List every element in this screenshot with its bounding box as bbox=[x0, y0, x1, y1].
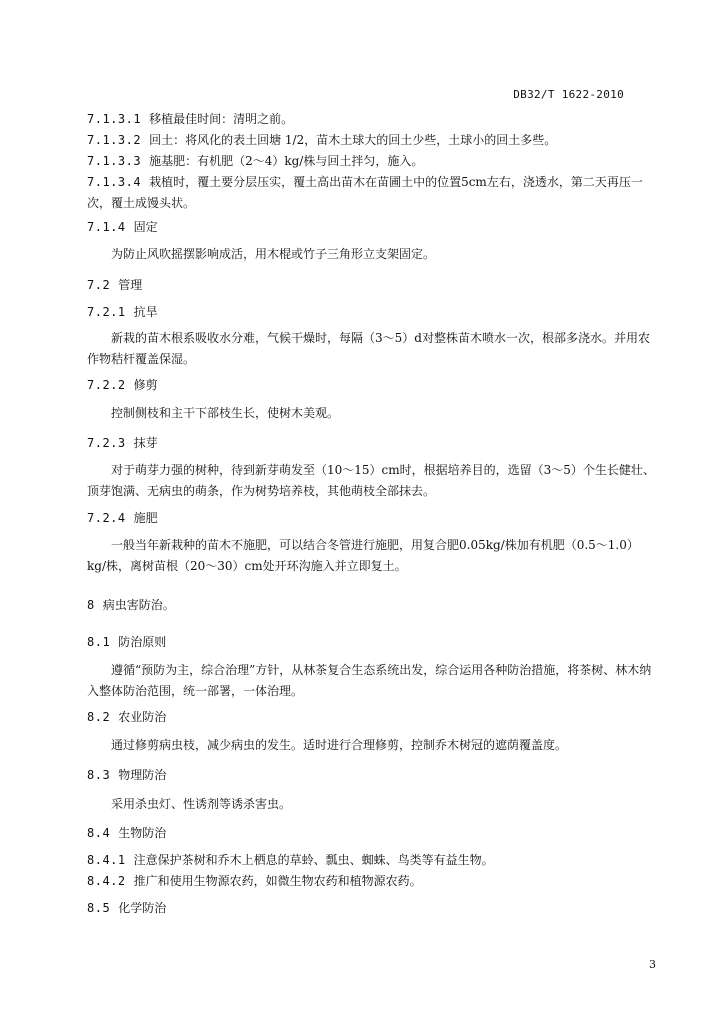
paragraph: 控制侧枝和主干下部枝生长，使树木美观。 bbox=[111, 406, 340, 420]
heading-7-1-4 bbox=[87, 217, 657, 238]
heading-8 bbox=[87, 595, 657, 616]
section-number: 8.2 bbox=[87, 710, 111, 724]
section-number: 8 bbox=[87, 598, 95, 612]
heading-8-5 bbox=[87, 898, 657, 919]
clause-7-1-3-1 bbox=[87, 109, 657, 130]
section-title: 化学防治 bbox=[118, 901, 167, 915]
section-number: 7.1.4 bbox=[87, 220, 126, 234]
heading-8-2 bbox=[87, 707, 657, 728]
heading-8-1 bbox=[87, 632, 657, 653]
section-number: 8.1 bbox=[87, 635, 111, 649]
clause-number: 7.1.3.4 bbox=[87, 175, 142, 189]
heading-8-3 bbox=[87, 765, 657, 786]
clause-number: 8.4.1 bbox=[87, 853, 126, 867]
clause-number: 7.1.3.3 bbox=[87, 154, 142, 168]
heading-7-2-4 bbox=[87, 508, 657, 529]
section-number: 7.2 bbox=[87, 278, 111, 292]
section-title: 病虫害防治。 bbox=[102, 598, 175, 612]
clause-text: 施基肥：有机肥（2～4）kg/株与回土拌匀，施入。 bbox=[149, 154, 424, 168]
clause-number: 7.1.3.1 bbox=[87, 112, 142, 126]
section-title: 物理防治 bbox=[118, 768, 167, 782]
section-number: 7.2.1 bbox=[87, 305, 126, 319]
clause-text: 移植最佳时间：清明之前。 bbox=[149, 112, 294, 126]
section-number: 8.4 bbox=[87, 826, 111, 840]
heading-7-2-1 bbox=[87, 302, 657, 323]
clause-number: 7.1.3.2 bbox=[87, 133, 142, 147]
section-title: 生物防治 bbox=[118, 826, 167, 840]
page-number: 3 bbox=[649, 958, 656, 971]
clause-text: 推广和使用生物源农药，如微生物农药和植物源农药。 bbox=[133, 874, 422, 888]
section-title: 农业防治 bbox=[118, 710, 167, 724]
clause-8-4-2 bbox=[87, 871, 657, 892]
section-title: 修剪 bbox=[133, 378, 158, 392]
paragraph: 对于萌芽力强的树种，待到新芽萌发至（10～15）cm时，根据培养目的，选留（3～5）个生长健壮、顶芽饱满、无病虫的萌条，作为树势培养枝，其他萌枝全部抹去。 bbox=[87, 463, 655, 498]
clause-number: 8.4.2 bbox=[87, 874, 126, 888]
section-number: 7.2.4 bbox=[87, 511, 126, 525]
section-number: 8.3 bbox=[87, 768, 111, 782]
heading-8-4 bbox=[87, 823, 657, 844]
section-number: 8.5 bbox=[87, 901, 111, 915]
section-title: 防治原则 bbox=[118, 635, 167, 649]
clause-8-4-1 bbox=[87, 850, 657, 871]
paragraph: 采用杀虫灯、性诱剂等诱杀害虫。 bbox=[111, 797, 292, 811]
heading-7-2-3 bbox=[87, 433, 657, 454]
heading-7-2 bbox=[87, 275, 657, 296]
clause-text: 回土：将风化的表土回塘 1/2，苗木土球大的回土少些，土球小的回土多些。 bbox=[149, 133, 557, 147]
section-title: 施肥 bbox=[133, 511, 158, 525]
section-title: 固定 bbox=[133, 220, 158, 234]
paragraph: 通过修剪病虫枝，减少病虫的发生。适时进行合理修剪，控制乔木树冠的遮荫覆盖度。 bbox=[111, 738, 568, 752]
paragraph: 为防止风吹摇摆影响成活，用木棍或竹子三角形立支架固定。 bbox=[111, 247, 436, 261]
document-code-header: DB32/T 1622-2010 bbox=[513, 88, 624, 101]
section-title: 抗旱 bbox=[133, 305, 158, 319]
paragraph: 遵循“预防为主，综合治理”方针，从林茶复合生态系统出发，综合运用各种防治措施，将茶树、林木纳入整体防治范围，统一部署，一体治理。 bbox=[87, 663, 652, 698]
heading-7-2-2 bbox=[87, 375, 657, 396]
section-title: 管理 bbox=[118, 278, 143, 292]
paragraph: 新栽的苗木根系吸收水分难，气候干燥时，每隔（3～5）d对整株苗木喷水一次，根部多浇水。并用农作物秸杆覆盖保湿。 bbox=[87, 331, 650, 366]
clause-7-1-3-2 bbox=[87, 130, 657, 151]
clause-7-1-3-3 bbox=[87, 151, 657, 172]
paragraph: 一般当年新栽种的苗木不施肥，可以结合冬管进行施肥，用复合肥0.05kg/株加有机肥（0.5～1.0）kg/株，离树苗根（20～30）cm处开环沟施入并立即复土。 bbox=[87, 538, 639, 573]
section-number: 7.2.2 bbox=[87, 378, 126, 392]
clause-text: 栽植时，覆土要分层压实，覆土高出苗木在苗圃土中的位置5cm左右，浇透水，第二天再压一次，覆土成馒头状。 bbox=[87, 175, 643, 210]
section-number: 7.2.3 bbox=[87, 436, 126, 450]
clause-7-1-3-4 bbox=[87, 172, 657, 214]
section-title: 抹芽 bbox=[133, 436, 158, 450]
clause-text: 注意保护茶树和乔木上栖息的草蛉、瓢虫、蜘蛛、鸟类等有益生物。 bbox=[133, 853, 494, 867]
